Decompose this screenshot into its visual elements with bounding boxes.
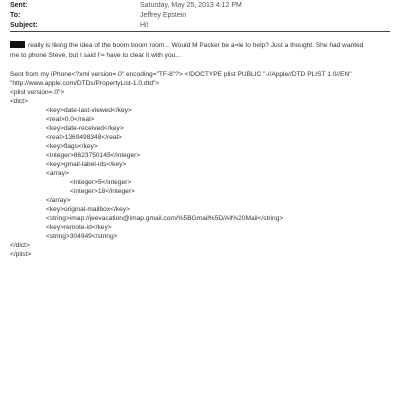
plist-line: <integer>5</integer>	[70, 179, 132, 186]
plist-line: </array>	[46, 197, 71, 204]
subject-label: Subject:	[10, 22, 38, 29]
plist-line: <key>date-last-viewed</key>	[46, 107, 132, 114]
plist-line: <integer>8623750145</integer>	[46, 152, 141, 159]
header-divider	[10, 31, 390, 32]
body-para1-line1	[10, 41, 363, 50]
redaction-block	[10, 41, 25, 48]
plist-line: <string>304949</string>	[46, 233, 118, 240]
plist-line: <real>0.0</real>	[46, 116, 95, 123]
plist-line: <integer>18</integer>	[70, 188, 135, 195]
to-label: To:	[10, 12, 21, 19]
sent-label: Sent:	[10, 2, 28, 9]
plist-line: <key>remote-id</key>	[46, 224, 112, 231]
plist-line: <key>date-received</key>	[46, 125, 124, 132]
plist-line: <key>flags</key>	[46, 143, 98, 150]
plist-line: </dict>	[10, 242, 30, 249]
plist-line: <plist version=.0">	[10, 89, 65, 96]
sent-from-line2: "http://www.apple.com/DTDs/PropertyList-1.0.dtd">	[10, 80, 160, 87]
plist-line: </plist>	[10, 251, 32, 258]
to-value: Jeffrey Epstein	[140, 12, 187, 19]
plist-line: <dict>	[10, 98, 28, 105]
plist-line: <real>1369498348</real>	[46, 134, 122, 141]
subject-value: Hi!	[140, 22, 149, 29]
plist-line: <string>imap://jeevacation@imap.gmail.com/%5BGmail%5D/All%20Mail</string>	[46, 215, 284, 222]
plist-line: <key>gmail-label-ids</key>	[46, 161, 127, 168]
plist-line: <array>	[46, 170, 69, 177]
body-para1-text: really is liking the idea of the boom boom room... Would M Packer be a=le to help? Just a thought. She had wanted	[28, 42, 364, 49]
plist-line: <key>original-mailbox</key>	[46, 206, 130, 213]
body-para1-line2: me to phone Steve, but I said I'= have to clear it with you...	[10, 52, 181, 59]
sent-value: Saturday, May 25, 2013 4:12 PM	[140, 2, 242, 9]
sent-from-line1: Sent from my iPhone<?xml version=.0" encoding="TF-8"?> <!DOCTYPE plist PUBLIC "-//Apple//DTD PLIST 1.0//EN"	[10, 71, 352, 78]
